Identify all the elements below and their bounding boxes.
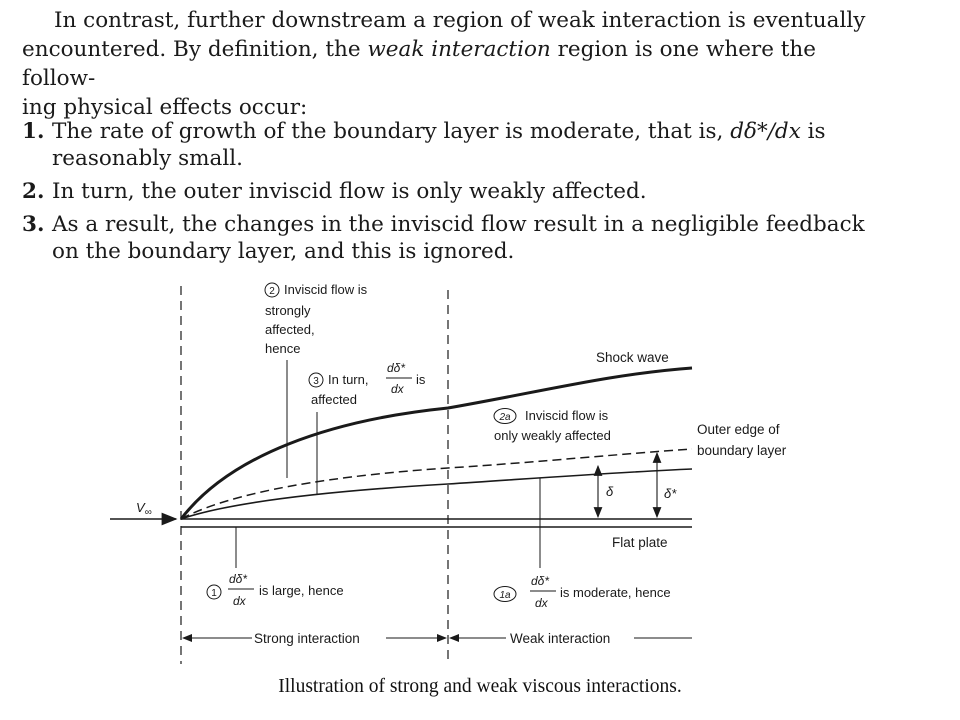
marker-1a: 1a [499, 590, 511, 601]
paragraph-text: encountered. By definition, the [22, 37, 368, 62]
freestream-label: $V_\infty$ [136, 500, 152, 518]
label-2-line-3: affected, [265, 322, 315, 337]
list-text: As a result, the changes in the inviscid flow result in a negligible feedback on the boundary layer, and this is ignored. [52, 212, 865, 264]
label-1a-frac-den: dx [535, 596, 548, 610]
list-number: 2. [22, 179, 45, 204]
paragraph-line-1 [22, 6, 892, 35]
outer-edge-label-1: Outer edge of [697, 422, 780, 437]
label-2-line-4: hence [265, 341, 301, 356]
label-1-frac-num: dδ* [229, 572, 248, 586]
label-1-frac-den: dx [233, 594, 246, 608]
label-3-text-c: affected [311, 392, 358, 407]
outer-edge-label-2: boundary layer [697, 443, 787, 458]
list-item-1 [22, 118, 892, 172]
weak-interaction-label: Weak interaction [510, 631, 611, 646]
label-3-text-b: is [416, 372, 426, 387]
list-number: 1. [22, 119, 45, 144]
marker-2a: 2a [499, 412, 511, 423]
shock-wave-label: Shock wave [596, 350, 669, 365]
paragraph-text: In contrast, further downstream a region of weak interaction is eventually [54, 8, 866, 33]
label-2a-line-2: only weakly affected [494, 428, 611, 443]
weak-interaction-span [450, 631, 692, 646]
list-number: 3. [22, 212, 45, 237]
label-3-frac-den: dx [391, 382, 404, 396]
label-3-text-a: In turn, [328, 372, 369, 387]
emphasis-weak-interaction: weak interaction [367, 37, 551, 62]
math-derivative: dδ*/dx [730, 119, 801, 144]
label-1-text: is large, hence [259, 583, 344, 598]
flat-plate-label: Flat plate [612, 535, 668, 550]
label-2a-group [494, 408, 611, 443]
label-1a-text: is moderate, hence [560, 585, 671, 600]
marker-2: 2 [269, 286, 275, 297]
list-item-2 [22, 178, 892, 205]
label-1-group [207, 527, 344, 608]
paragraph-text: ing physical effects occur: [22, 95, 308, 120]
intro-paragraph [22, 6, 892, 122]
label-1a-frac-num: dδ* [531, 574, 550, 588]
list-text: is reasonably small. [52, 119, 826, 171]
label-2a-line-1: Inviscid flow is [525, 408, 609, 423]
label-3-frac-num: dδ* [387, 361, 406, 375]
displacement-thickness-curve [181, 469, 692, 519]
list-text: The rate of growth of the boundary layer is moderate, that is, [52, 119, 731, 144]
label-3-group [309, 361, 426, 494]
marker-1: 1 [211, 588, 217, 599]
label-2-line-1: Inviscid flow is [284, 282, 368, 297]
interaction-diagram [0, 280, 960, 675]
paragraph-text: region is one where the follow- [22, 37, 816, 91]
marker-3: 3 [313, 376, 319, 387]
effects-list [22, 118, 892, 271]
list-item-3 [22, 211, 892, 265]
strong-interaction-span [183, 631, 446, 646]
label-2-line-2: strongly [265, 303, 311, 318]
shock-wave-curve [181, 368, 692, 519]
paragraph-line-2 [22, 35, 892, 93]
list-text: In turn, the outer inviscid flow is only weakly affected. [52, 179, 647, 204]
figure-caption: Illustration of strong and weak viscous interactions. [278, 676, 682, 697]
strong-interaction-label: Strong interaction [254, 631, 360, 646]
delta-label: δ [606, 484, 614, 499]
delta-star-label: δ* [664, 486, 677, 501]
